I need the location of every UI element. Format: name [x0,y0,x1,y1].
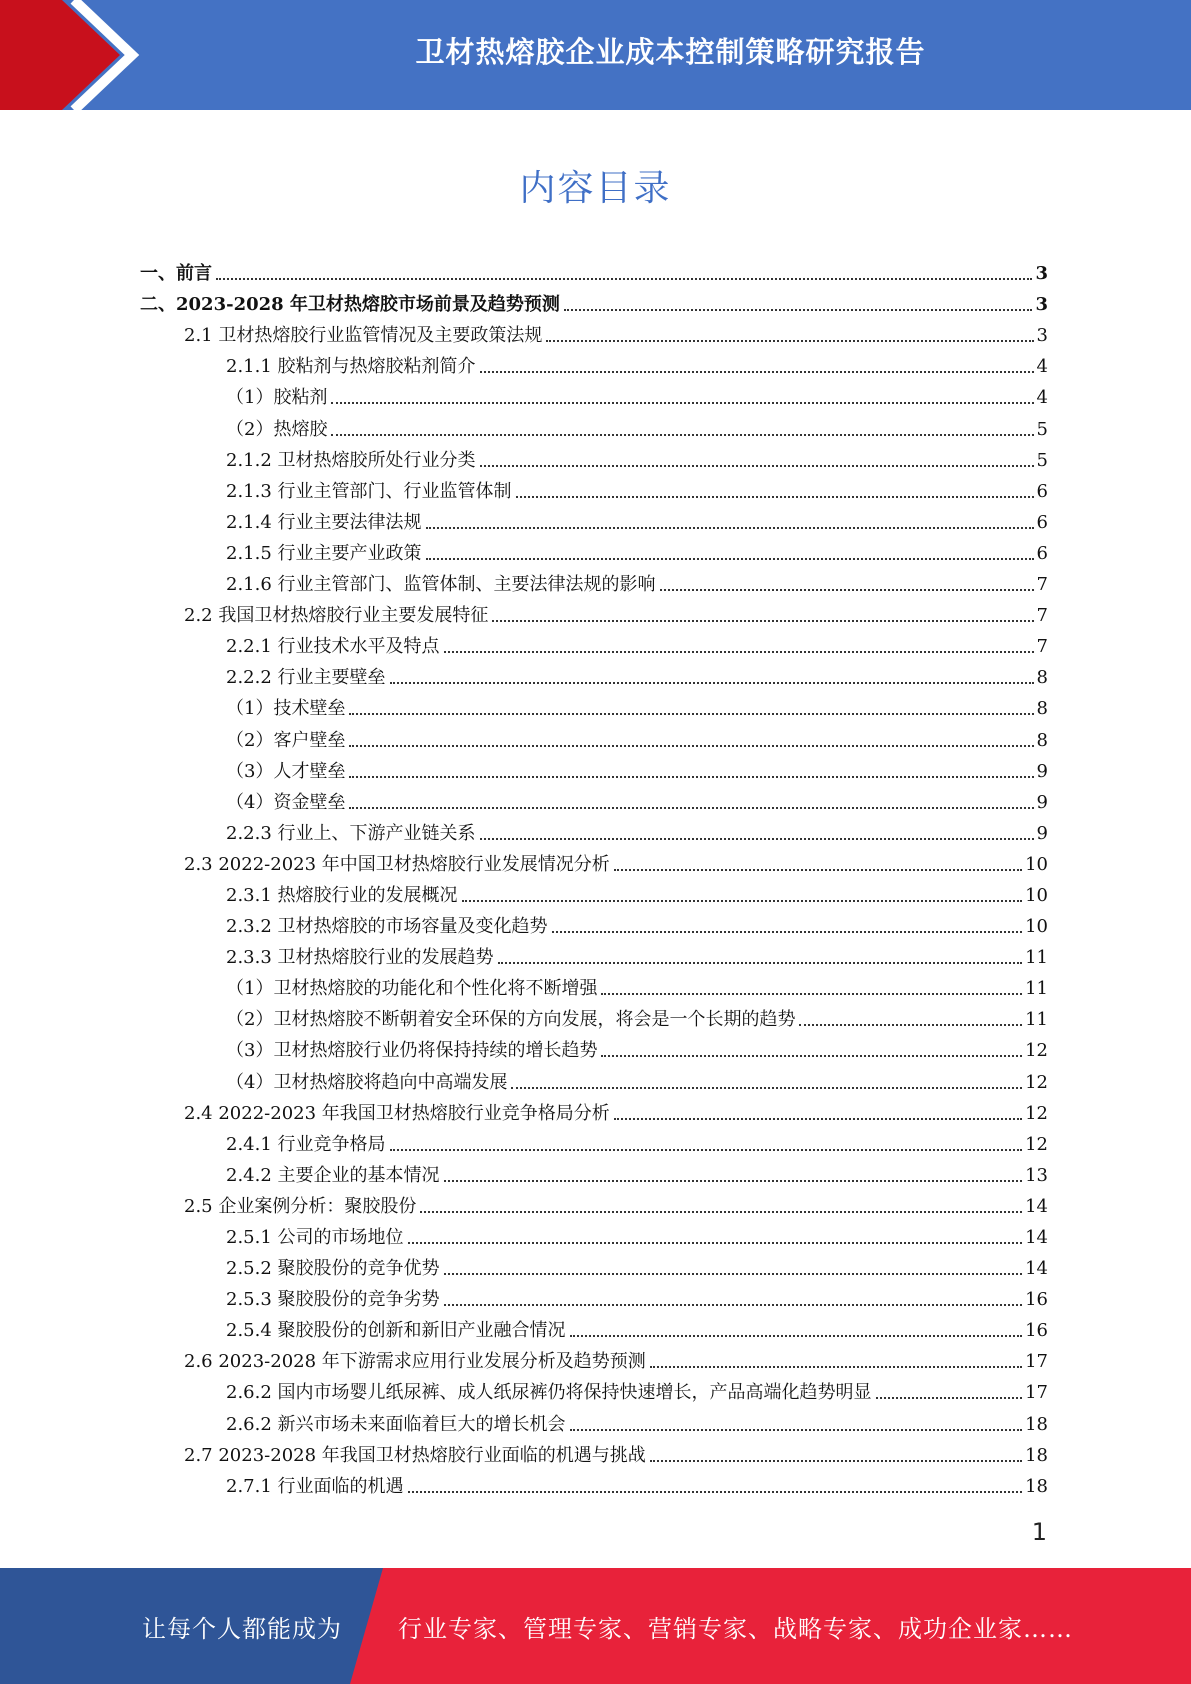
toc-entry-page: 10 [1025,884,1048,906]
toc-entry-title: 2.5.3 聚胶股份的竞争劣势 [226,1289,440,1311]
toc-entry-page: 5 [1036,418,1048,440]
toc-entry[interactable] [140,658,1048,689]
toc-dot-leader [498,962,1023,964]
toc-entry-title: 2.6 2023-2028 年下游需求应用行业发展分析及趋势预测 [184,1351,646,1373]
toc-entry[interactable] [140,1404,1048,1435]
toc-dot-leader [570,1429,1023,1431]
toc-dot-leader [408,1491,1023,1493]
toc-entry[interactable] [140,254,1048,285]
toc-entry-title: 2.6.2 国内市场婴儿纸尿裤、成人纸尿裤仍将保持快速增长，产品高端化趋势明显 [226,1382,872,1404]
toc-entry[interactable] [140,876,1048,907]
toc-dot-leader [426,558,1034,560]
toc-dot-leader [408,1242,1023,1244]
toc-entry[interactable] [140,1000,1048,1031]
toc-entry-title: 2.5.4 聚胶股份的创新和新旧产业融合情况 [226,1320,566,1342]
toc-entry[interactable] [140,316,1048,347]
toc-entry-title: 2.5.2 聚胶股份的竞争优势 [226,1258,440,1280]
toc-entry-page: 16 [1025,1320,1048,1342]
toc-dot-leader [349,776,1033,778]
toc-dot-leader [546,340,1033,342]
toc-entry-title: 2.1.1 胶粘剂与热熔胶粘剂简介 [226,356,476,378]
toc-entry-title: （1）卫材热熔胶的功能化和个性化将不断增强 [226,978,598,1000]
toc-entry-title: 2.4 2022-2023 年我国卫材热熔胶行业竞争格局分析 [184,1102,610,1124]
toc-entry-page: 18 [1025,1444,1048,1466]
toc-entry-page: 9 [1036,822,1048,844]
toc-entry[interactable] [140,1031,1048,1062]
toc-entry[interactable] [140,689,1048,720]
toc-entry[interactable] [140,969,1048,1000]
toc-dot-leader [462,900,1023,902]
toc-entry-title: 2.1 卫材热熔胶行业监管情况及主要政策法规 [184,325,543,347]
toc-dot-leader [601,993,1022,995]
toc-dot-leader [216,278,1032,280]
toc-entry-title: 2.1.4 行业主要法律法规 [226,511,422,533]
toc-dot-leader [444,651,1034,653]
toc-entry-page: 12 [1025,1071,1048,1093]
toc-entry-title: （3）人才壁垒 [226,760,346,782]
toc-entry-page: 4 [1036,356,1048,378]
toc-dot-leader [426,527,1034,529]
toc-entry[interactable] [140,409,1048,440]
toc-entry-page: 7 [1036,574,1048,596]
toc-entry[interactable] [140,596,1048,627]
toc-entry[interactable] [140,565,1048,596]
toc-entry-title: （1）技术壁垒 [226,698,346,720]
toc-entry-title: 2.4.2 主要企业的基本情况 [226,1164,440,1186]
toc-dot-leader [660,589,1034,591]
toc-entry-page: 3 [1035,263,1048,285]
toc-entry-page: 14 [1025,1227,1048,1248]
toc-dot-leader [349,713,1033,715]
toc-entry[interactable] [140,1187,1048,1218]
toc-entry[interactable] [140,752,1048,783]
toc-entry-page: 9 [1036,791,1048,813]
toc-entry[interactable] [140,720,1048,751]
toc-entry-title: （4）卫材热熔胶将趋向中高端发展 [226,1071,508,1093]
toc-dot-leader [349,745,1033,747]
toc-entry-title: （2）热熔胶 [226,418,328,440]
toc-dot-leader [799,1024,1022,1026]
toc-entry-page: 6 [1036,542,1048,564]
toc-entry[interactable] [140,1436,1048,1467]
toc-entry-page: 3 [1035,294,1048,316]
toc-entry-title: 2.1.5 行业主要产业政策 [226,542,422,564]
toc-entry[interactable] [140,285,1048,316]
toc-entry[interactable] [140,1280,1048,1311]
toc-entry-page: 10 [1025,853,1048,875]
report-title: 卫材热熔胶企业成本控制策略研究报告 [415,34,926,69]
toc-entry-page: 9 [1036,760,1048,782]
toc-heading: 内容目录 [519,168,672,209]
toc-entry-page: 8 [1036,698,1048,720]
toc-dot-leader [511,1087,1022,1089]
table-of-contents [140,254,1048,1498]
toc-entry-page: 11 [1025,1009,1048,1031]
toc-entry-title: 2.3.2 卫材热熔胶的市场容量及变化趋势 [226,916,548,938]
toc-entry[interactable] [140,472,1048,503]
toc-entry[interactable] [140,347,1048,378]
toc-dot-leader [650,1366,1022,1368]
toc-entry[interactable] [140,938,1048,969]
toc-entry-page: 12 [1025,1102,1048,1124]
toc-dot-leader [570,1335,1023,1337]
toc-entry[interactable] [140,783,1048,814]
toc-entry[interactable] [140,503,1048,534]
toc-entry-page: 17 [1025,1382,1048,1404]
toc-entry[interactable] [140,534,1048,565]
toc-dot-leader [480,838,1034,840]
toc-dot-leader [349,807,1033,809]
toc-entry-page: 14 [1025,1195,1048,1217]
toc-entry-title: 2.1.6 行业主管部门、监管体制、主要法律法规的影响 [226,574,656,596]
toc-entry-title: 2.1.3 行业主管部门、行业监管体制 [226,480,512,502]
toc-entry-page: 18 [1025,1475,1048,1497]
toc-entry-title: 2.7.1 行业面临的机遇 [226,1475,404,1497]
toc-dot-leader [614,1118,1022,1120]
toc-dot-leader [552,931,1023,933]
toc-entry[interactable] [140,1249,1048,1280]
toc-entry[interactable] [140,1062,1048,1093]
toc-dot-leader [444,1180,1023,1182]
toc-entry-page: 5 [1036,449,1048,471]
toc-entry[interactable] [140,1311,1048,1342]
toc-dot-leader [444,1273,1023,1275]
page-number: 1 [1031,1518,1047,1546]
toc-entry-page: 12 [1025,1040,1048,1062]
toc-dot-leader [614,869,1022,871]
toc-entry-title: 2.3.3 卫材热熔胶行业的发展趋势 [226,947,494,969]
toc-entry[interactable] [140,1467,1048,1498]
toc-entry[interactable] [140,441,1048,472]
footer-slogan-right: 行业专家、管理专家、营销专家、战略专家、成功企业家…… [398,1614,1073,1643]
toc-dot-leader [876,1397,1023,1399]
toc-entry-title: 2.2.2 行业主要壁垒 [226,667,386,689]
toc-dot-leader [444,1304,1023,1306]
toc-entry-page: 4 [1036,387,1048,409]
toc-entry-page: 7 [1036,605,1048,627]
toc-entry-title: （2）卫材热熔胶不断朝着安全环保的方向发展，将会是一个长期的趋势 [226,1009,796,1031]
toc-entry-title: 二、2023-2028 年卫材热熔胶市场前景及趋势预测 [140,294,560,316]
toc-dot-leader [650,1460,1022,1462]
toc-entry-title: 2.3 2022-2023 年中国卫材热熔胶行业发展情况分析 [184,853,610,875]
toc-dot-leader [331,434,1033,436]
toc-dot-leader [480,371,1034,373]
toc-entry-page: 6 [1036,511,1048,533]
toc-entry[interactable] [140,1094,1048,1125]
toc-entry-title: 一、前言 [140,263,212,285]
toc-entry-title: 2.6.2 新兴市场未来面临着巨大的增长机会 [226,1413,566,1435]
toc-entry[interactable] [140,1342,1048,1373]
toc-entry-page: 13 [1025,1164,1048,1186]
toc-entry[interactable] [140,907,1048,938]
toc-entry[interactable] [140,378,1048,409]
toc-entry-title: 2.5 企业案例分析：聚胶股份 [184,1195,417,1217]
toc-dot-leader [492,620,1033,622]
toc-entry-title: 2.2.3 行业上、下游产业链关系 [226,822,476,844]
toc-entry[interactable] [140,845,1048,876]
toc-entry[interactable] [140,1218,1048,1249]
toc-dot-leader [564,309,1033,311]
toc-entry-title: 2.4.1 行业竞争格局 [226,1133,386,1155]
toc-entry-title: 2.5.1 公司的市场地位 [226,1227,404,1248]
toc-entry-title: 2.3.1 热熔胶行业的发展概况 [226,884,458,906]
toc-entry[interactable] [140,1156,1048,1187]
toc-entry-title: 2.7 2023-2028 年我国卫材热熔胶行业面临的机遇与挑战 [184,1444,646,1466]
toc-entry-title: 2.1.2 卫材热熔胶所处行业分类 [226,449,476,471]
toc-entry-page: 11 [1025,978,1048,1000]
toc-dot-leader [420,1211,1022,1213]
toc-entry-page: 8 [1036,729,1048,751]
toc-dot-leader [480,465,1034,467]
toc-entry[interactable] [140,1125,1048,1156]
toc-dot-leader [390,682,1034,684]
toc-entry-title: （2）客户壁垒 [226,729,346,751]
toc-entry-page: 12 [1025,1133,1048,1155]
page-footer [0,1568,1191,1684]
toc-dot-leader [516,496,1034,498]
toc-entry-page: 3 [1036,325,1048,347]
page-header [0,0,1191,110]
toc-entry-page: 8 [1036,667,1048,689]
toc-entry[interactable] [140,627,1048,658]
toc-entry[interactable] [140,814,1048,845]
toc-entry-title: （1）胶粘剂 [226,387,328,409]
toc-entry-page: 11 [1025,947,1048,969]
footer-slogan-left: 让每个人都能成为 [142,1614,342,1643]
toc-entry-page: 18 [1025,1413,1048,1435]
toc-entry-page: 7 [1036,636,1048,658]
toc-entry-title: 2.2 我国卫材热熔胶行业主要发展特征 [184,605,489,627]
toc-dot-leader [390,1149,1023,1151]
toc-entry-title: （3）卫材热熔胶行业仍将保持持续的增长趋势 [226,1040,598,1062]
toc-dot-leader [601,1055,1022,1057]
toc-entry-page: 16 [1025,1289,1048,1311]
toc-entry[interactable] [140,1373,1048,1404]
toc-entry-page: 6 [1036,480,1048,502]
toc-entry-title: 2.2.1 行业技术水平及特点 [226,636,440,658]
toc-entry-title: （4）资金壁垒 [226,791,346,813]
toc-entry-page: 10 [1025,916,1048,938]
toc-dot-leader [331,402,1033,404]
toc-entry-page: 14 [1025,1258,1048,1280]
toc-entry-page: 17 [1025,1351,1048,1373]
